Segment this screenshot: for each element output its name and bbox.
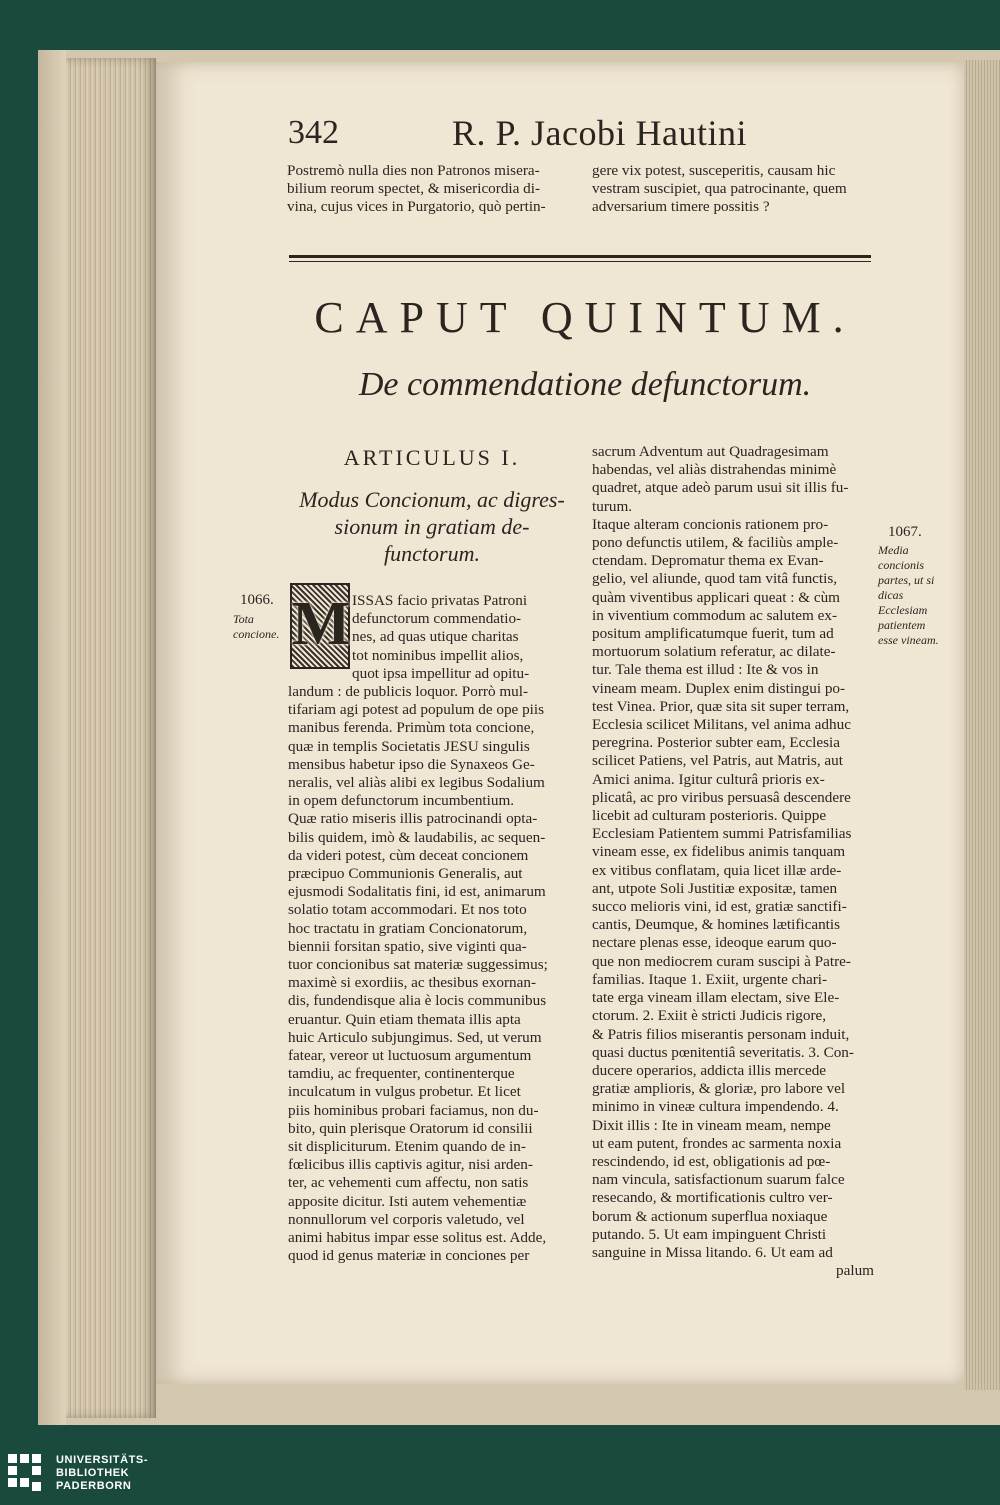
text-line: Itaque alteram concionis rationem pro- [592,515,829,533]
text-line: rescindendo, id est, obligationis ad pœ- [592,1152,831,1170]
text-line: defunctorum commendatio- [352,610,522,628]
catchword: palum [836,1262,874,1280]
text-line: quot ipsa impellitur ad opitu- [352,664,530,682]
text-line: ducere operarios, addicta illis mercede [592,1061,827,1079]
margin-note-right: Media concionis partes, ut si dicas Ecclesiam patientem esse vineam. [878,543,939,647]
text-line: huic Articulo subjungimus. Sed, ut verum [288,1028,542,1046]
text-line: fatear, vereor ut luctuosum argumentum [288,1047,532,1065]
article-title-line: functorum. [384,541,480,566]
text-line: Quæ ratio miseris illis patrocinandi opta- [288,810,538,828]
text-line: que non mediocrem curam suscipi à Patre- [592,952,851,970]
text-line: Ecclesiam Patientem summi Patrisfamilias [592,825,852,843]
text-line: Ecclesia scilicet Militans, vel anima adhuc [592,716,851,734]
text-line: inculcatum in vulgus probetur. Et licet [288,1083,521,1101]
text-line: biennii forsitan spatio, sive viginti qua- [288,937,527,955]
book-cover-edge [38,50,66,1425]
left-body-column [288,683,574,1266]
chapter-subtitle: De commendatione defunctorum. [358,366,812,403]
text-line: licebit ad culturam posterioris. Quippe [592,807,827,825]
initial-letter: M [292,590,351,658]
text-line: ter, ac vehementi cum affectu, non satis [288,1174,529,1192]
text-line: animi habitus impar esse solitus est. Adde, [288,1229,547,1247]
text-line: vina, cujus vices in Purgatorio, quò pertin- [287,198,546,216]
text-line: nes, ad quas utique charitas [352,628,519,646]
text-line: tamdiu, ac frequenter, continenterque [288,1065,515,1083]
library-name [56,1454,148,1493]
text-line: ctorum. 2. Exiit è stricti Judicis rigore, [592,1007,827,1025]
text-line: test Vinea. Prior, quæ sita sit super terram, [592,697,850,715]
library-name-line: UNIVERSITÄTS- [56,1454,149,1466]
chapter-title: CAPUT QUINTUM. [314,293,856,342]
text-line: resecando, & mortificationis cultro ver- [592,1189,833,1207]
library-logo-icon [6,1452,50,1496]
text-line: quæ in templis Societatis JESU singulis [288,737,530,755]
text-line: quasi ductus pœnitentiâ severitatis. 3. Con- [592,1043,854,1061]
text-line: bilis quidem, imò & laudabilis, ac sequen- [288,828,546,846]
text-line: peregrina. Posterior subter eam, Ecclesia [592,734,840,752]
margin-number-right: 1067. [888,524,922,540]
text-line: manibus ferenda. Primùm tota concione, [288,719,535,737]
decorated-initial [290,583,350,669]
text-line: turum. [592,497,633,515]
divider-rule-thin [289,261,871,262]
text-line: succo melioris vini, id est, gratiæ sanctifi- [592,898,847,916]
divider-rule [289,255,871,258]
text-line: præcipuo Communionis Generalis, aut [288,865,523,883]
text-line: putando. 5. Ut eam impinguent Christi [592,1225,827,1243]
text-line: tot nominibus impellit alios, [352,646,524,664]
text-line: apposite dicitur. Isti autem vehementiæ [288,1192,527,1210]
text-line: neralis, vel aliàs alibi ex legibus Sodalium [288,774,545,792]
text-line: mortuorum solatium referatur, ac dilate- [592,643,836,661]
text-line: positum amplificatumque fuerit, tum ad [592,625,834,643]
text-line: tur. Tale thema est illud : Ite & vos in [592,661,819,679]
right-page-edges [964,60,1000,1390]
text-line: vestram suscipiet, qua patrocinante, quem [592,180,847,198]
text-line: ISSAS facio privatas Patroni [352,592,528,609]
text-line: gelio, vel aliunde, quod tam vitâ functis, [592,570,838,588]
margin-number-left: 1066. [240,592,274,608]
text-line: pono defunctis utilem, & faciliùs ample- [592,534,839,552]
article-title-line: Modus Concionum, ac digres- [299,487,565,512]
text-line: sit displiciturum. Etenim quando de in- [288,1138,526,1156]
text-line: tifariam agi potest ad populum de ope piis [288,701,545,719]
text-line: ant, utpote Soli Justitiæ expositæ, tamen [592,879,838,897]
text-line: landum : de publicis loquor. Porrò mul- [288,683,529,700]
text-line: dis, fundendisque alia è locis communibus [288,992,547,1010]
text-line: tuor concionibus sat materiæ suggessimus; [288,956,548,974]
text-line: nam vincula, satisfactionum suarum falce [592,1171,845,1189]
text-line: nonnullorum vel corporis valetudo, vel [288,1210,525,1228]
text-line: quod id genus materiæ in conciones per [288,1247,530,1265]
margin-note-left: Tota concione. [233,612,280,641]
text-line: nectare plenas esse, ideoque earum quo- [592,934,837,952]
running-title: R. P. Jacobi Hautini [452,113,747,153]
library-name-line: PADERBORN [56,1480,132,1492]
article-title-line: sionum in gratiam de- [334,514,530,539]
text-line: mensibus habetur ipso die Synaxeos Ge- [288,755,535,773]
text-line: ejusmodi Sodalitatis fini, id est, animarum [288,883,546,901]
text-line: gere vix potest, susceperitis, causam hic [592,162,836,179]
text-line: sacrum Adventum aut Quadragesimam [592,443,829,460]
top-left-column [287,162,574,217]
library-name-line: BIBLIOTHEK [56,1467,130,1479]
text-line: in viventium commodum ac salutem ex- [592,606,838,624]
text-line: hoc tractatu in gratiam Concionatorum, [288,919,528,937]
text-line: in opem defunctorum incumbentium. [288,792,515,810]
text-line: solatio totam accommodari. Et nos toto [288,901,527,919]
footer-band [0,1425,1000,1505]
text-line: habendas, vel aliàs distrahendas minimè [592,461,837,479]
page-number: 342 [288,114,339,151]
text-line: gratiæ amplioris, & gloriæ, pro labore vel [592,1080,846,1098]
text-line: minimo in vineæ cultura impendendo. 4. [592,1098,839,1116]
article-heading: ARTICULUS I. [343,445,521,470]
text-line: quàm viventibus applicari queat : & cùm [592,588,840,606]
text-line: cantis, Deumque, & homines lætificantis [592,916,841,934]
text-line: Postremò nulla dies non Patronos misera- [287,162,540,179]
text-line: vineam meam. Duplex enim distingui po- [592,679,846,697]
text-line: Amici anima. Igitur culturâ prioris ex- [592,770,825,788]
top-right-column [592,162,874,217]
text-line: plicatâ, ac pro viribus persuasâ descendere [592,788,851,806]
text-line: vineam esse, ex fidelibus animis tanquam [592,843,846,861]
text-line: eruantur. Quin etiam themata illis apta [288,1010,521,1028]
text-line: & Patris filios miserantis personam induit, [592,1025,850,1043]
text-line: fœlicibus illis captivis agitur, nisi arden- [288,1156,533,1174]
text-line: da videri potest, cùm deceat concionem [288,846,529,864]
text-beside-initial [352,592,574,683]
text-line: quadret, atque adeò parum usui sit illis fu- [592,479,849,497]
right-body-column [592,443,874,1280]
text-line: scilicet Patiens, vel Patris, aut Matris, aut [592,752,843,770]
text-line: familias. Itaque 1. Exiit, urgente chari- [592,970,828,988]
article-title [290,486,574,567]
text-line: maximè si exordiis, ac thesibus exornan- [288,974,536,992]
text-line: borum & actionum superflua noxiaque [592,1207,828,1225]
text-line: ctendam. Depromatur thema ex Evan- [592,552,824,570]
text-line: piis hominibus probari faciamus, non du- [288,1101,539,1119]
text-line: ex vitibus conflatam, quia licet illæ arde- [592,861,842,879]
text-line: adversarium timere possitis ? [592,198,770,216]
text-line: sanguine in Missa litando. 6. Ut eam ad [592,1243,833,1261]
text-line: bito, quin plerisque Oratorum id consilii [288,1119,533,1137]
text-line: tate erga vineam illam electam, sive Ele- [592,989,840,1007]
text-line: bilium reorum spectet, & misericordia di- [287,180,541,198]
text-line: ut eam putent, frondes ac sarmenta noxia [592,1134,842,1152]
text-line: Dixit illis : Ite in vineam meam, nempe [592,1116,831,1134]
